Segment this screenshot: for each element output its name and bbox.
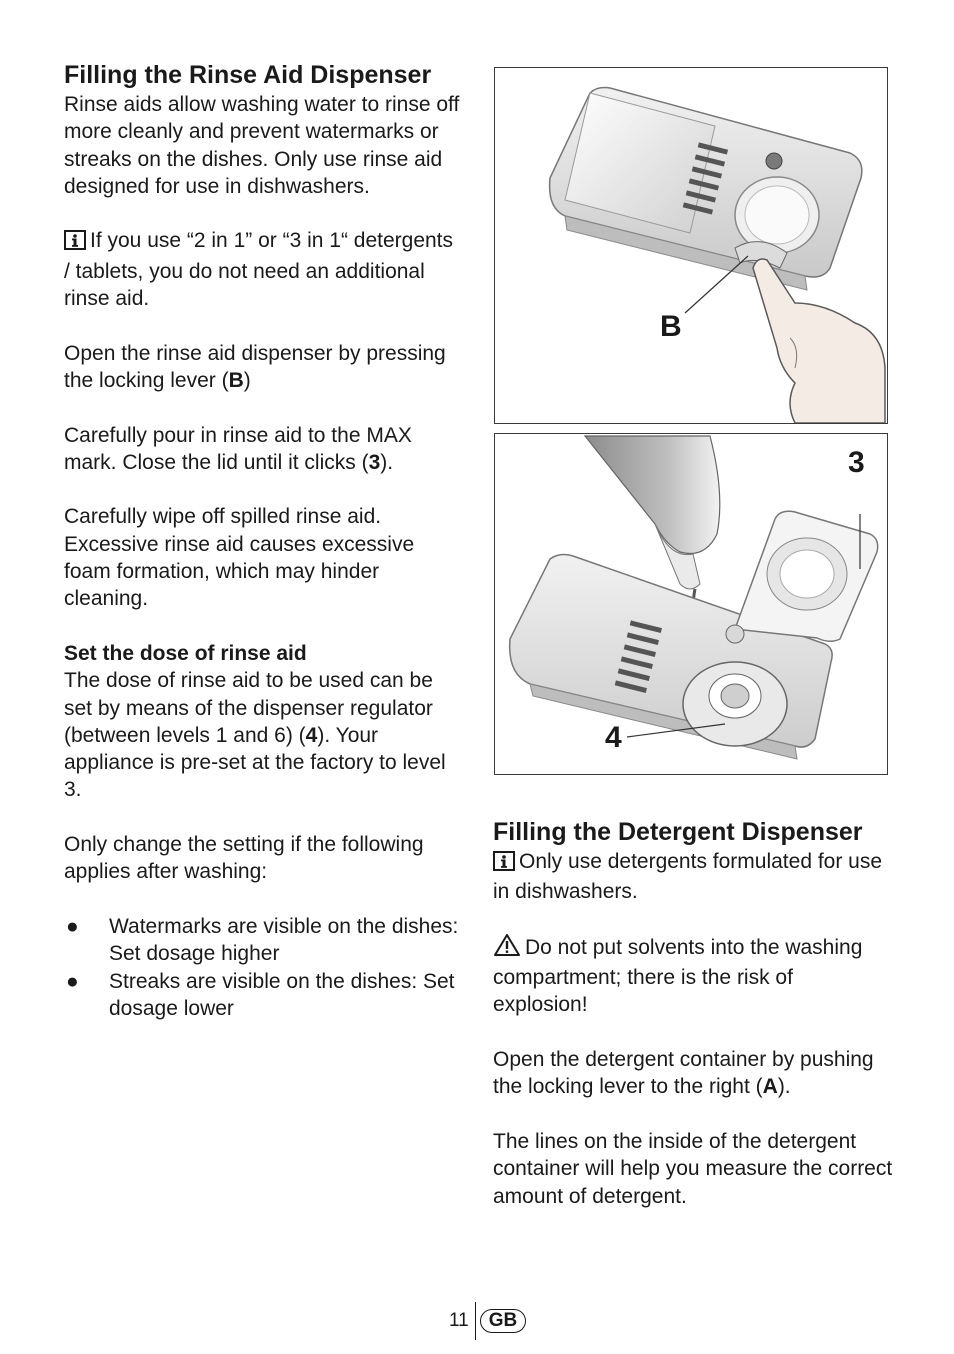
- label-3: 3: [848, 446, 865, 479]
- detergent-open-post: ).: [777, 1075, 791, 1099]
- dose-heading: Set the dose of rinse aid: [64, 641, 307, 665]
- list-item: [64, 968, 464, 1023]
- bullet-text: Streaks are visible on the dishes: Set dosage lower: [109, 969, 455, 1020]
- detergent-title: Filling the Detergent Dispenser: [493, 818, 863, 846]
- rinse-aid-title: Filling the Rinse Aid Dispenser: [64, 61, 432, 89]
- right-column: [493, 817, 893, 1210]
- detergent-open-text: [493, 1046, 893, 1101]
- dose-text-bold: 4: [305, 723, 318, 747]
- warning-note: [493, 933, 893, 1019]
- pour-text-bold: 3: [368, 450, 381, 474]
- dose-text-post: ). Your appliance is pre-set at the factory to level 3.: [64, 723, 446, 802]
- dispenser-lever-illustration: [495, 68, 887, 423]
- pour-text-post: ).: [380, 450, 394, 474]
- detergent-info-text: Only use detergents formulated for use in dishwashers.: [493, 850, 883, 904]
- bullet-dot-icon: ●: [66, 969, 79, 993]
- open-text-bold: B: [228, 368, 244, 392]
- bullet-dot-icon: ●: [66, 914, 79, 938]
- bullet-text: Watermarks are visible on the dishes: Set dosage higher: [109, 914, 459, 966]
- info-icon: [64, 230, 86, 257]
- open-dispenser-text: [64, 340, 464, 395]
- figure-rinse-aid-fill: [494, 433, 888, 775]
- country-badge: GB: [480, 1309, 527, 1333]
- figure-rinse-aid-lever: [494, 67, 888, 424]
- list-item: [64, 913, 464, 968]
- detergent-open-bold: A: [762, 1075, 778, 1099]
- dose-text-pre: The dose of rinse aid to be used can be set by means of the dispenser regulator (between levels 1 and 6) (: [64, 669, 433, 747]
- warning-icon: [493, 933, 521, 964]
- detergent-info-note: [493, 848, 893, 906]
- warning-text: Do not put solvents into the washing compartment; there is the risk of explosion!: [493, 935, 863, 1017]
- rinse-aid-intro: Rinse aids allow washing water to rinse off more cleanly and prevent watermarks or streaks on the dishes. Only use rinse aid designed for use in dishwashers.: [64, 93, 460, 198]
- dose-text: [64, 667, 464, 803]
- label-4: 4: [605, 721, 622, 754]
- info-note-text: If you use “2 in 1” or “3 in 1“ detergents / tablets, you do not need an additional rinse aid.: [64, 229, 454, 311]
- label-b: B: [660, 310, 682, 343]
- bullet-list: [64, 913, 464, 1022]
- info-icon: [493, 851, 515, 878]
- pour-text: [64, 422, 464, 477]
- change-setting-text: Only change the setting if the following applies after washing:: [64, 833, 424, 884]
- open-text-pre: Open the rinse aid dispenser by pressing the locking lever (: [64, 341, 446, 392]
- dispenser-fill-illustration: [495, 434, 887, 774]
- wipe-text: Carefully wipe off spilled rinse aid. Excessive rinse aid causes excessive foam formation, which may hinder cleaning.: [64, 505, 415, 611]
- left-column: [64, 60, 464, 1022]
- detergent-open-pre: Open the detergent container by pushing the locking lever to the right (: [493, 1048, 874, 1099]
- detergent-lines-text: The lines on the inside of the detergent container will help you measure the correct amount of detergent.: [493, 1129, 893, 1208]
- footer-divider: [475, 1302, 476, 1340]
- page-footer: [449, 1302, 526, 1340]
- info-note: [64, 227, 464, 312]
- open-text-post: ): [243, 368, 251, 392]
- page-number: 11: [449, 1310, 469, 1331]
- pour-text-pre: Carefully pour in rinse aid to the MAX mark. Close the lid until it clicks (: [64, 423, 412, 474]
